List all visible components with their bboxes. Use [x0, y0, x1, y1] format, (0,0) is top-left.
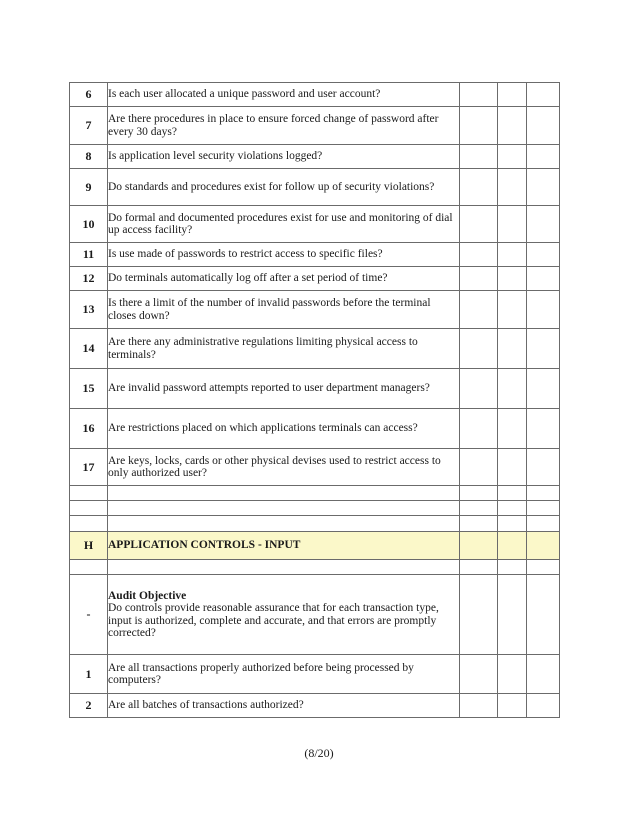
empty-row — [70, 486, 560, 501]
empty-row — [70, 501, 560, 516]
answer-cell[interactable] — [460, 694, 498, 718]
table-row — [70, 107, 560, 145]
answer-cell[interactable] — [460, 486, 498, 501]
objective-marker: - — [70, 575, 108, 655]
answer-cell[interactable] — [527, 169, 560, 206]
table-row — [70, 694, 560, 718]
answer-cell[interactable] — [460, 291, 498, 329]
answer-cell[interactable] — [527, 486, 560, 501]
answer-cell[interactable] — [498, 169, 527, 206]
answer-cell[interactable] — [527, 267, 560, 291]
table-row — [70, 655, 560, 694]
answer-cell[interactable] — [527, 694, 560, 718]
answer-cell[interactable] — [498, 206, 527, 243]
row-number: 2 — [70, 694, 108, 718]
question-text: Is use made of passwords to restrict access to specific files? — [108, 243, 460, 267]
answer-cell[interactable] — [527, 501, 560, 516]
answer-cell[interactable] — [498, 145, 527, 169]
question-text: Do standards and procedures exist for follow up of security violations? — [108, 169, 460, 206]
answer-cell[interactable] — [498, 329, 527, 369]
answer-cell[interactable] — [460, 169, 498, 206]
answer-cell[interactable] — [527, 291, 560, 329]
table-row — [70, 329, 560, 369]
answer-cell[interactable] — [460, 449, 498, 486]
audit-checklist-table — [69, 82, 560, 718]
question-text: Are all transactions properly authorized before being processed by computers? — [108, 655, 460, 694]
table-row — [70, 145, 560, 169]
table-row — [70, 369, 560, 409]
table-row — [70, 83, 560, 107]
audit-objective — [108, 575, 460, 655]
answer-cell[interactable] — [460, 145, 498, 169]
answer-cell[interactable] — [460, 501, 498, 516]
answer-cell[interactable] — [527, 369, 560, 409]
row-number: 7 — [70, 107, 108, 145]
answer-cell[interactable] — [460, 206, 498, 243]
answer-cell[interactable] — [527, 409, 560, 449]
answer-cell[interactable] — [498, 694, 527, 718]
answer-cell[interactable] — [527, 516, 560, 532]
row-number: 1 — [70, 655, 108, 694]
table-row — [70, 267, 560, 291]
row-number: 16 — [70, 409, 108, 449]
answer-cell[interactable] — [498, 560, 527, 575]
section-code: H — [70, 532, 108, 560]
table-row — [70, 409, 560, 449]
answer-cell[interactable] — [498, 243, 527, 267]
audit-objective-row — [70, 575, 560, 655]
answer-cell[interactable] — [460, 575, 498, 655]
question-text: Is there a limit of the number of invalid passwords before the terminal closes down? — [108, 291, 460, 329]
question-text: Are there any administrative regulations limiting physical access to terminals? — [108, 329, 460, 369]
answer-cell[interactable] — [527, 329, 560, 369]
question-text: Is application level security violations logged? — [108, 145, 460, 169]
answer-cell[interactable] — [498, 516, 527, 532]
answer-cell[interactable] — [460, 243, 498, 267]
question-text: Do terminals automatically log off after a set period of time? — [108, 267, 460, 291]
answer-cell[interactable] — [498, 409, 527, 449]
answer-cell[interactable] — [527, 449, 560, 486]
answer-cell[interactable] — [460, 267, 498, 291]
answer-cell[interactable] — [527, 145, 560, 169]
objective-title: Audit Objective — [108, 589, 187, 602]
objective-text: Do controls provide reasonable assurance that for each transaction type, input is authorized, complete and accurate, and that errors are promptly corrected? — [108, 602, 439, 639]
table-row — [70, 206, 560, 243]
answer-cell[interactable] — [460, 560, 498, 575]
answer-cell[interactable] — [498, 107, 527, 145]
question-text: Are restrictions placed on which applications terminals can access? — [108, 409, 460, 449]
answer-cell[interactable] — [460, 107, 498, 145]
answer-cell[interactable] — [498, 486, 527, 501]
row-number: 17 — [70, 449, 108, 486]
answer-cell[interactable] — [460, 409, 498, 449]
row-number: 6 — [70, 83, 108, 107]
answer-cell[interactable] — [527, 83, 560, 107]
answer-cell[interactable] — [498, 267, 527, 291]
question-text: Are all batches of transactions authorized? — [108, 694, 460, 718]
answer-cell[interactable] — [498, 449, 527, 486]
section-header-row — [70, 532, 560, 560]
answer-cell[interactable] — [460, 329, 498, 369]
row-number: 15 — [70, 369, 108, 409]
answer-cell[interactable] — [498, 83, 527, 107]
answer-cell[interactable] — [460, 369, 498, 409]
answer-cell[interactable] — [460, 655, 498, 694]
question-text: Do formal and documented procedures exist for use and monitoring of dial up access facility? — [108, 206, 460, 243]
answer-cell[interactable] — [527, 243, 560, 267]
answer-cell[interactable] — [498, 575, 527, 655]
question-text: Are keys, locks, cards or other physical devises used to restrict access to only authorized user? — [108, 449, 460, 486]
answer-cell[interactable] — [498, 291, 527, 329]
table-row — [70, 169, 560, 206]
row-number: 13 — [70, 291, 108, 329]
answer-cell[interactable] — [527, 107, 560, 145]
empty-row — [70, 560, 560, 575]
table-row — [70, 291, 560, 329]
table-row — [70, 449, 560, 486]
question-text: Is each user allocated a unique password and user account? — [108, 83, 460, 107]
answer-cell[interactable] — [460, 83, 498, 107]
row-number: 10 — [70, 206, 108, 243]
answer-cell[interactable] — [498, 501, 527, 516]
empty-row — [70, 516, 560, 532]
section-title: APPLICATION CONTROLS - INPUT — [108, 532, 460, 560]
row-number: 14 — [70, 329, 108, 369]
row-number: 12 — [70, 267, 108, 291]
question-text: Are there procedures in place to ensure forced change of password after every 30 days? — [108, 107, 460, 145]
answer-cell[interactable] — [498, 655, 527, 694]
question-text: Are invalid password attempts reported to user department managers? — [108, 369, 460, 409]
answer-cell[interactable] — [498, 369, 527, 409]
row-number: 8 — [70, 145, 108, 169]
answer-cell[interactable] — [527, 655, 560, 694]
table-row — [70, 243, 560, 267]
row-number: 11 — [70, 243, 108, 267]
row-number: 9 — [70, 169, 108, 206]
answer-cell[interactable] — [527, 206, 560, 243]
answer-cell[interactable] — [460, 516, 498, 532]
page-number: (8/20) — [304, 746, 334, 760]
answer-cell[interactable] — [527, 575, 560, 655]
answer-cell[interactable] — [527, 560, 560, 575]
